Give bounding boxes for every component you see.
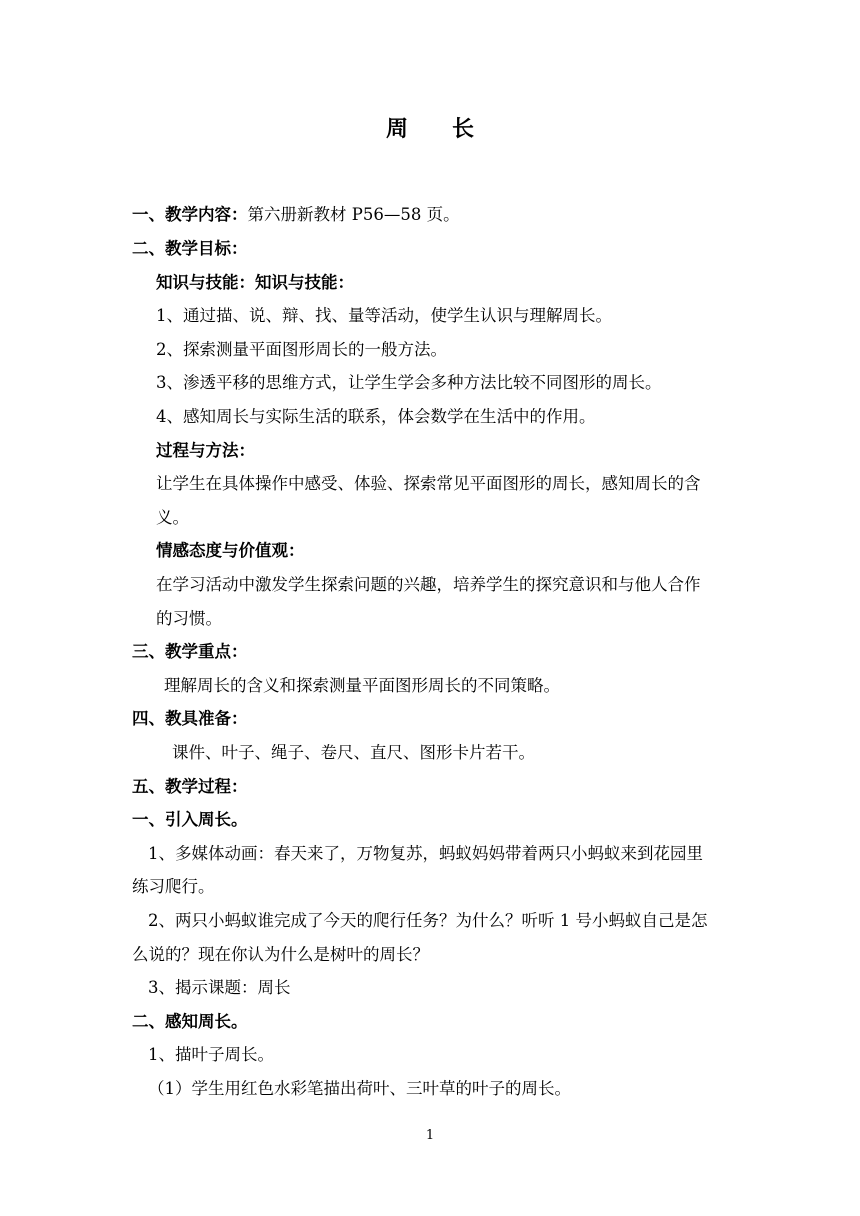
step-heading-introduce: 一、引入周长。 bbox=[132, 810, 248, 829]
process-paragraph-line-1: 让学生在具体操作中感受、体验、探索常见平面图形的周长，感知周长的含 bbox=[156, 474, 701, 493]
goal-item-4: 4、感知周长与实际生活的联系，体会数学在生活中的作用。 bbox=[156, 407, 596, 426]
materials-text: 课件、叶子、绳子、卷尺、直尺、图形卡片若干。 bbox=[172, 743, 535, 762]
perceive-sub-item-1: （1）学生用红色水彩笔描出荷叶、三叶草的叶子的周长。 bbox=[148, 1079, 571, 1098]
intro-item-3: 3、揭示课题：周长 bbox=[148, 978, 291, 997]
page-title: 周长 bbox=[385, 116, 518, 142]
goal-item-2: 2、探索测量平面图形周长的一般方法。 bbox=[156, 340, 447, 359]
page-number: 1 bbox=[425, 1128, 435, 1143]
perceive-item-1: 1、描叶子周长。 bbox=[148, 1045, 274, 1064]
process-paragraph-line-2: 义。 bbox=[156, 508, 189, 527]
intro-item-1-line-2: 练习爬行。 bbox=[132, 877, 215, 896]
goal-item-1: 1、通过描、说、辩、找、量等活动，使学生认识与理解周长。 bbox=[156, 306, 612, 325]
attitude-paragraph-line-1: 在学习活动中激发学生探索问题的兴趣，培养学生的探究意识和与他人合作 bbox=[156, 575, 701, 594]
subheading-attitude-values: 情感态度与价值观： bbox=[156, 541, 305, 560]
intro-item-2-line-1: 2、两只小蚂蚁谁完成了今天的爬行任务？为什么？听听 1 号小蚂蚁自己是怎 bbox=[148, 911, 708, 930]
section-heading: 一、教学内容： bbox=[132, 205, 248, 224]
subheading-knowledge-skills: 知识与技能：知识与技能： bbox=[156, 273, 354, 292]
section-heading-goals: 二、教学目标： bbox=[132, 239, 248, 258]
section-heading-key-points: 三、教学重点： bbox=[132, 642, 248, 661]
subheading-process-method: 过程与方法： bbox=[156, 441, 255, 460]
section-heading-materials: 四、教具准备： bbox=[132, 709, 248, 728]
step-heading-perceive: 二、感知周长。 bbox=[132, 1012, 248, 1031]
section-teaching-content bbox=[132, 204, 742, 226]
attitude-paragraph-line-2: 的习惯。 bbox=[156, 609, 222, 628]
intro-item-1-line-1: 1、多媒体动画：春天来了，万物复苏，蚂蚁妈妈带着两只小蚂蚁来到花园里 bbox=[148, 844, 703, 863]
intro-item-2-line-2: 么说的？现在你认为什么是树叶的周长？ bbox=[132, 945, 429, 964]
key-points-text: 理解周长的含义和探索测量平面图形周长的不同策略。 bbox=[164, 676, 560, 695]
goal-item-3: 3、渗透平移的思维方式，让学生学会多种方法比较不同图形的周长。 bbox=[156, 373, 662, 392]
section-text: 第六册新教材 P56—58 页。 bbox=[247, 205, 460, 224]
section-heading-process: 五、教学过程： bbox=[132, 777, 248, 796]
